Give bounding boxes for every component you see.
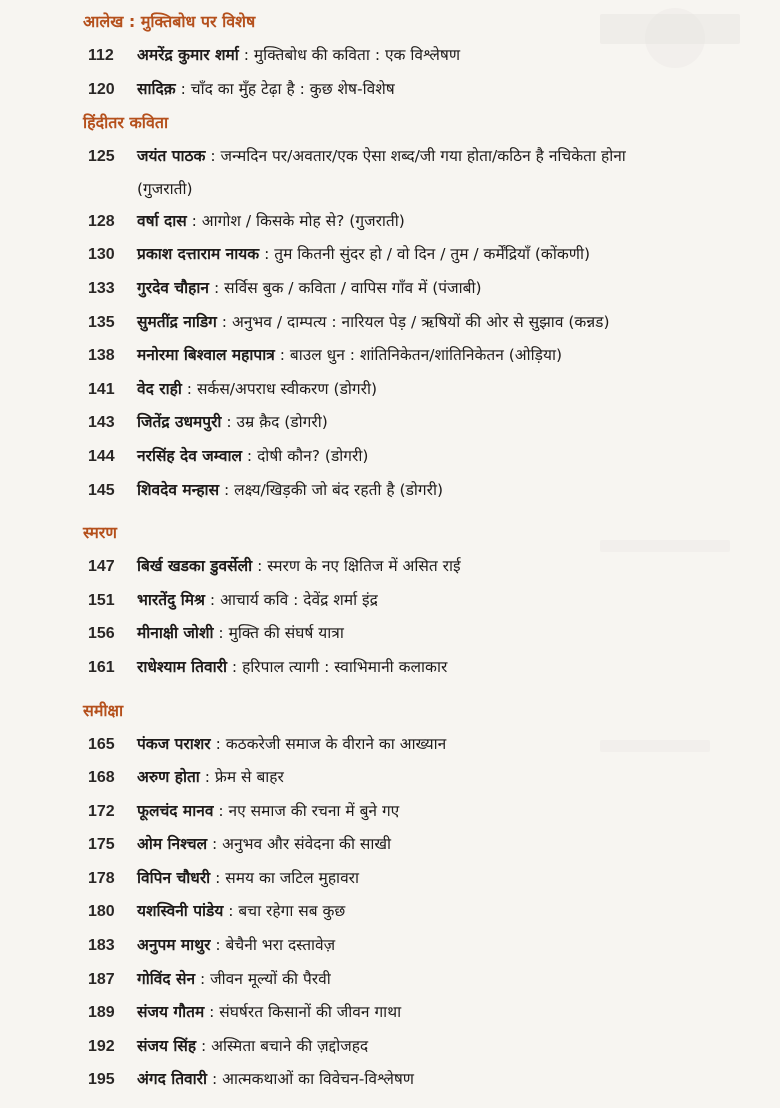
- entry-title: कठकरेजी समाज के वीराने का आख्यान: [225, 734, 447, 753]
- page-number: 112: [88, 47, 114, 64]
- separator: :: [209, 278, 225, 297]
- entry-author: बिर्ख खडका डुवर्सेली: [137, 557, 253, 576]
- entry-text: [137, 996, 703, 1030]
- separator: :: [186, 211, 202, 230]
- separator: :: [181, 379, 197, 398]
- entry-author: ओम निश्चल: [137, 835, 208, 854]
- toc-entry[interactable]: [83, 73, 703, 107]
- entry-text: [137, 406, 703, 440]
- separator: :: [213, 624, 229, 643]
- entry-text: [137, 795, 703, 829]
- entry-author: अमरेंद्र कुमार शर्मा: [137, 46, 239, 64]
- page-number: 130: [88, 246, 115, 264]
- entry-author: यशस्विनी पांडेय: [137, 902, 224, 921]
- separator: :: [207, 1070, 223, 1089]
- entry-author: अरुण होता: [137, 768, 200, 787]
- page-number: 161: [88, 658, 115, 676]
- entry-author: जयंत पाठक: [137, 147, 206, 166]
- entry-title: आगोश / किसके मोह से? (गुजराती): [201, 211, 405, 230]
- toc-entry[interactable]: [83, 272, 703, 306]
- toc-entry[interactable]: [83, 550, 703, 584]
- entry-text: [137, 440, 703, 474]
- entry-author: वेद राही: [137, 379, 182, 398]
- separator: :: [242, 446, 258, 465]
- separator: :: [204, 1003, 220, 1022]
- separator: :: [210, 734, 226, 753]
- toc-entry[interactable]: [83, 728, 703, 762]
- entry-text: [137, 728, 703, 762]
- page-number: 175: [88, 836, 115, 854]
- toc-entry[interactable]: [83, 651, 703, 685]
- entry-author: नरसिंह देव जम्वाल: [137, 446, 242, 465]
- entry-text: [137, 39, 703, 73]
- entry-text: [137, 306, 703, 340]
- toc-section: [83, 106, 703, 507]
- section-heading: समीक्षा: [83, 700, 124, 720]
- entry-title: मुक्तिबोध की कविता : एक विश्लेषण: [253, 46, 461, 64]
- section-heading: हिंदीतर कविता: [83, 113, 169, 133]
- entry-title: मुक्ति की संघर्ष यात्रा: [228, 624, 344, 643]
- entry-author: प्रकाश दत्ताराम नायक: [137, 245, 260, 264]
- separator: :: [195, 969, 211, 988]
- toc-section: [83, 5, 703, 106]
- toc-entry[interactable]: [83, 238, 703, 272]
- toc-entry[interactable]: [83, 617, 703, 651]
- page-number: 138: [88, 347, 115, 365]
- page-number: 151: [88, 591, 115, 609]
- separator: :: [205, 147, 221, 166]
- entry-title: बचा रहेगा सब कुछ: [238, 902, 346, 921]
- entry-text: [137, 828, 703, 862]
- entry-author: संजय गौतम: [137, 1003, 205, 1022]
- separator: :: [204, 590, 221, 609]
- entry-author: सादिक़: [137, 79, 176, 98]
- page-number: 187: [88, 970, 115, 988]
- entry-title: जीवन मूल्यों की पैरवी: [210, 969, 331, 988]
- page-number: 133: [88, 279, 115, 297]
- entry-text: [137, 238, 703, 272]
- entry-title: आत्मकथाओं का विवेचन-विश्लेषण: [222, 1070, 415, 1089]
- entry-text: [137, 929, 703, 963]
- entry-title: सर्विस बुक / कविता / वापिस गाँव में (पंजाबी): [224, 278, 482, 297]
- separator: :: [219, 480, 235, 499]
- toc-entry[interactable]: [83, 895, 703, 929]
- entry-author: गोविंद सेन: [137, 969, 196, 988]
- entry-author: अनुपम माथुर: [137, 936, 211, 955]
- entry-text: [137, 1063, 703, 1097]
- entry-author: पंकज पराशर: [137, 734, 211, 753]
- entry-text: [137, 584, 703, 618]
- separator: :: [210, 936, 226, 955]
- entry-title-continuation: (गुजराती): [137, 179, 193, 198]
- entry-title: हरिपाल त्यागी : स्वाभिमानी कलाकार: [242, 657, 448, 676]
- section-heading: आलेख : मुक्तिबोध पर विशेष: [83, 12, 256, 31]
- entry-title: बाउल धुन : शांतिनिकेतन/शांतिनिकेतन (ओड़िया): [289, 346, 563, 365]
- page-number: 189: [88, 1004, 115, 1022]
- separator: :: [274, 346, 290, 365]
- entry-text: [137, 272, 703, 306]
- separator: :: [213, 801, 229, 820]
- entry-author: फूलचंद मानव: [137, 801, 214, 820]
- entry-text: [137, 617, 703, 651]
- entry-text: [137, 1030, 703, 1064]
- entry-title: नए समाज की रचना में बुने गए: [228, 801, 400, 820]
- entry-title: लक्ष्य/खिड़की जो बंद रहती है (डोगरी): [234, 480, 444, 499]
- separator: :: [252, 557, 268, 576]
- entry-text: [137, 373, 703, 407]
- toc-section: [83, 694, 703, 1098]
- toc-entry[interactable]: [83, 406, 703, 440]
- page-number: 125: [88, 148, 115, 166]
- entry-title: अनुभव / दाम्पत्य : नारियल पेड़ / ऋषियों की ओर से सुझाव (कन्नड): [231, 312, 610, 331]
- entry-title: स्मरण के नए क्षितिज में असित राई: [267, 557, 461, 576]
- page-number: 172: [88, 802, 115, 820]
- separator: :: [221, 413, 237, 432]
- entry-title: चाँद का मुँह टेढ़ा है : कुछ शेष-विशेष: [190, 79, 395, 98]
- entry-text: [137, 140, 703, 205]
- toc-entry[interactable]: [83, 205, 703, 239]
- toc-entry[interactable]: [83, 306, 703, 340]
- entry-title: उम्र क़ैद (डोगरी): [236, 413, 328, 432]
- toc-entry[interactable]: [83, 440, 703, 474]
- section-heading: स्मरण: [83, 523, 117, 543]
- separator: :: [199, 768, 215, 787]
- toc-entry[interactable]: [83, 339, 703, 373]
- page-number: 195: [88, 1071, 115, 1089]
- separator: :: [210, 868, 226, 887]
- entry-text: [137, 550, 703, 584]
- entry-author: मनोरमा बिश्वाल महापात्र: [137, 346, 275, 365]
- toc-entry[interactable]: [83, 474, 703, 508]
- page-number: 145: [88, 481, 115, 499]
- page-number: 156: [88, 625, 115, 643]
- toc-entry[interactable]: [83, 996, 703, 1030]
- page-number: 143: [88, 414, 115, 432]
- separator: :: [175, 79, 191, 98]
- entry-title: अस्मिता बचाने की ज़द्दोजहद: [211, 1036, 369, 1055]
- toc-entry[interactable]: [83, 1030, 703, 1064]
- entry-title: तुम कितनी सुंदर हो / वो दिन / तुम / कर्मेंद्रियाँ (कोंकणी): [274, 245, 591, 264]
- entry-author: जितेंद्र उधमपुरी: [137, 413, 222, 432]
- entry-title: संघर्षरत किसानों की जीवन गाथा: [219, 1003, 402, 1022]
- entry-title: बेचैनी भरा दस्तावेज़: [225, 936, 336, 955]
- entry-author: अंगद तिवारी: [137, 1070, 208, 1089]
- entry-author: राधेश्याम तिवारी: [137, 657, 227, 676]
- entry-text: [137, 862, 703, 896]
- page-number: 168: [88, 769, 115, 787]
- toc-entry[interactable]: [83, 862, 703, 896]
- toc-entry[interactable]: [83, 1063, 703, 1097]
- entry-text: [137, 339, 703, 373]
- toc-entry[interactable]: [83, 929, 703, 963]
- entry-text: [137, 651, 703, 685]
- entry-text: [137, 73, 703, 107]
- toc-entry[interactable]: [83, 140, 703, 205]
- entry-text: [137, 963, 703, 997]
- separator: :: [223, 902, 239, 921]
- separator: :: [226, 657, 243, 676]
- entry-text: [137, 761, 703, 795]
- toc-entry[interactable]: [83, 39, 703, 73]
- entry-title: दोषी कौन? (डोगरी): [257, 446, 369, 465]
- entry-author: सुमतींद्र नाडिग: [137, 312, 217, 331]
- table-of-contents: [83, 5, 703, 1097]
- entry-author: वर्षा दास: [137, 211, 187, 230]
- separator: :: [238, 46, 254, 64]
- page-number: 147: [88, 558, 115, 576]
- toc-entry[interactable]: [83, 963, 703, 997]
- entry-author: शिवदेव मन्हास: [137, 480, 220, 499]
- entry-title: अनुभव और संवेदना की साखी: [222, 835, 392, 854]
- toc-entry[interactable]: [83, 828, 703, 862]
- entry-title: आचार्य कवि : देवेंद्र शर्मा इंद्र: [220, 590, 378, 609]
- separator: :: [216, 312, 232, 331]
- entry-text: [137, 474, 703, 508]
- separator: :: [259, 245, 275, 264]
- page-number: 141: [88, 380, 115, 398]
- entry-title: फ्रेम से बाहर: [214, 768, 284, 787]
- page-number: 128: [88, 212, 115, 230]
- entry-title: समय का जटिल मुहावरा: [225, 868, 360, 887]
- separator: :: [207, 835, 223, 854]
- page-number: 180: [88, 903, 115, 921]
- toc-section: [83, 516, 703, 684]
- entry-text: [137, 895, 703, 929]
- entry-text: [137, 205, 703, 239]
- toc-entry[interactable]: [83, 761, 703, 795]
- page-number: 192: [88, 1037, 115, 1055]
- page-number: 183: [88, 937, 115, 955]
- entry-title: जन्मदिन पर/अवतार/एक ऐसा शब्द/जी गया होता/कठिन है नचिकेता होना: [220, 147, 626, 166]
- entry-author: गुरदेव चौहान: [137, 278, 210, 297]
- entry-author: विपिन चौधरी: [137, 868, 211, 887]
- separator: :: [196, 1036, 212, 1055]
- entry-title: सर्कस/अपराध स्वीकरण (डोगरी): [196, 379, 378, 398]
- page-number: 135: [88, 313, 115, 331]
- entry-author: भारतेंदु मिश्र: [137, 590, 205, 609]
- entry-author: संजय सिंह: [137, 1036, 197, 1055]
- toc-entry[interactable]: [83, 584, 703, 618]
- entry-author: मीनाक्षी जोशी: [137, 624, 214, 643]
- page-number: 165: [88, 735, 115, 753]
- page-number: 178: [88, 869, 115, 887]
- toc-entry[interactable]: [83, 373, 703, 407]
- page-number: 120: [88, 80, 115, 98]
- page-number: 144: [88, 447, 115, 465]
- toc-entry[interactable]: [83, 795, 703, 829]
